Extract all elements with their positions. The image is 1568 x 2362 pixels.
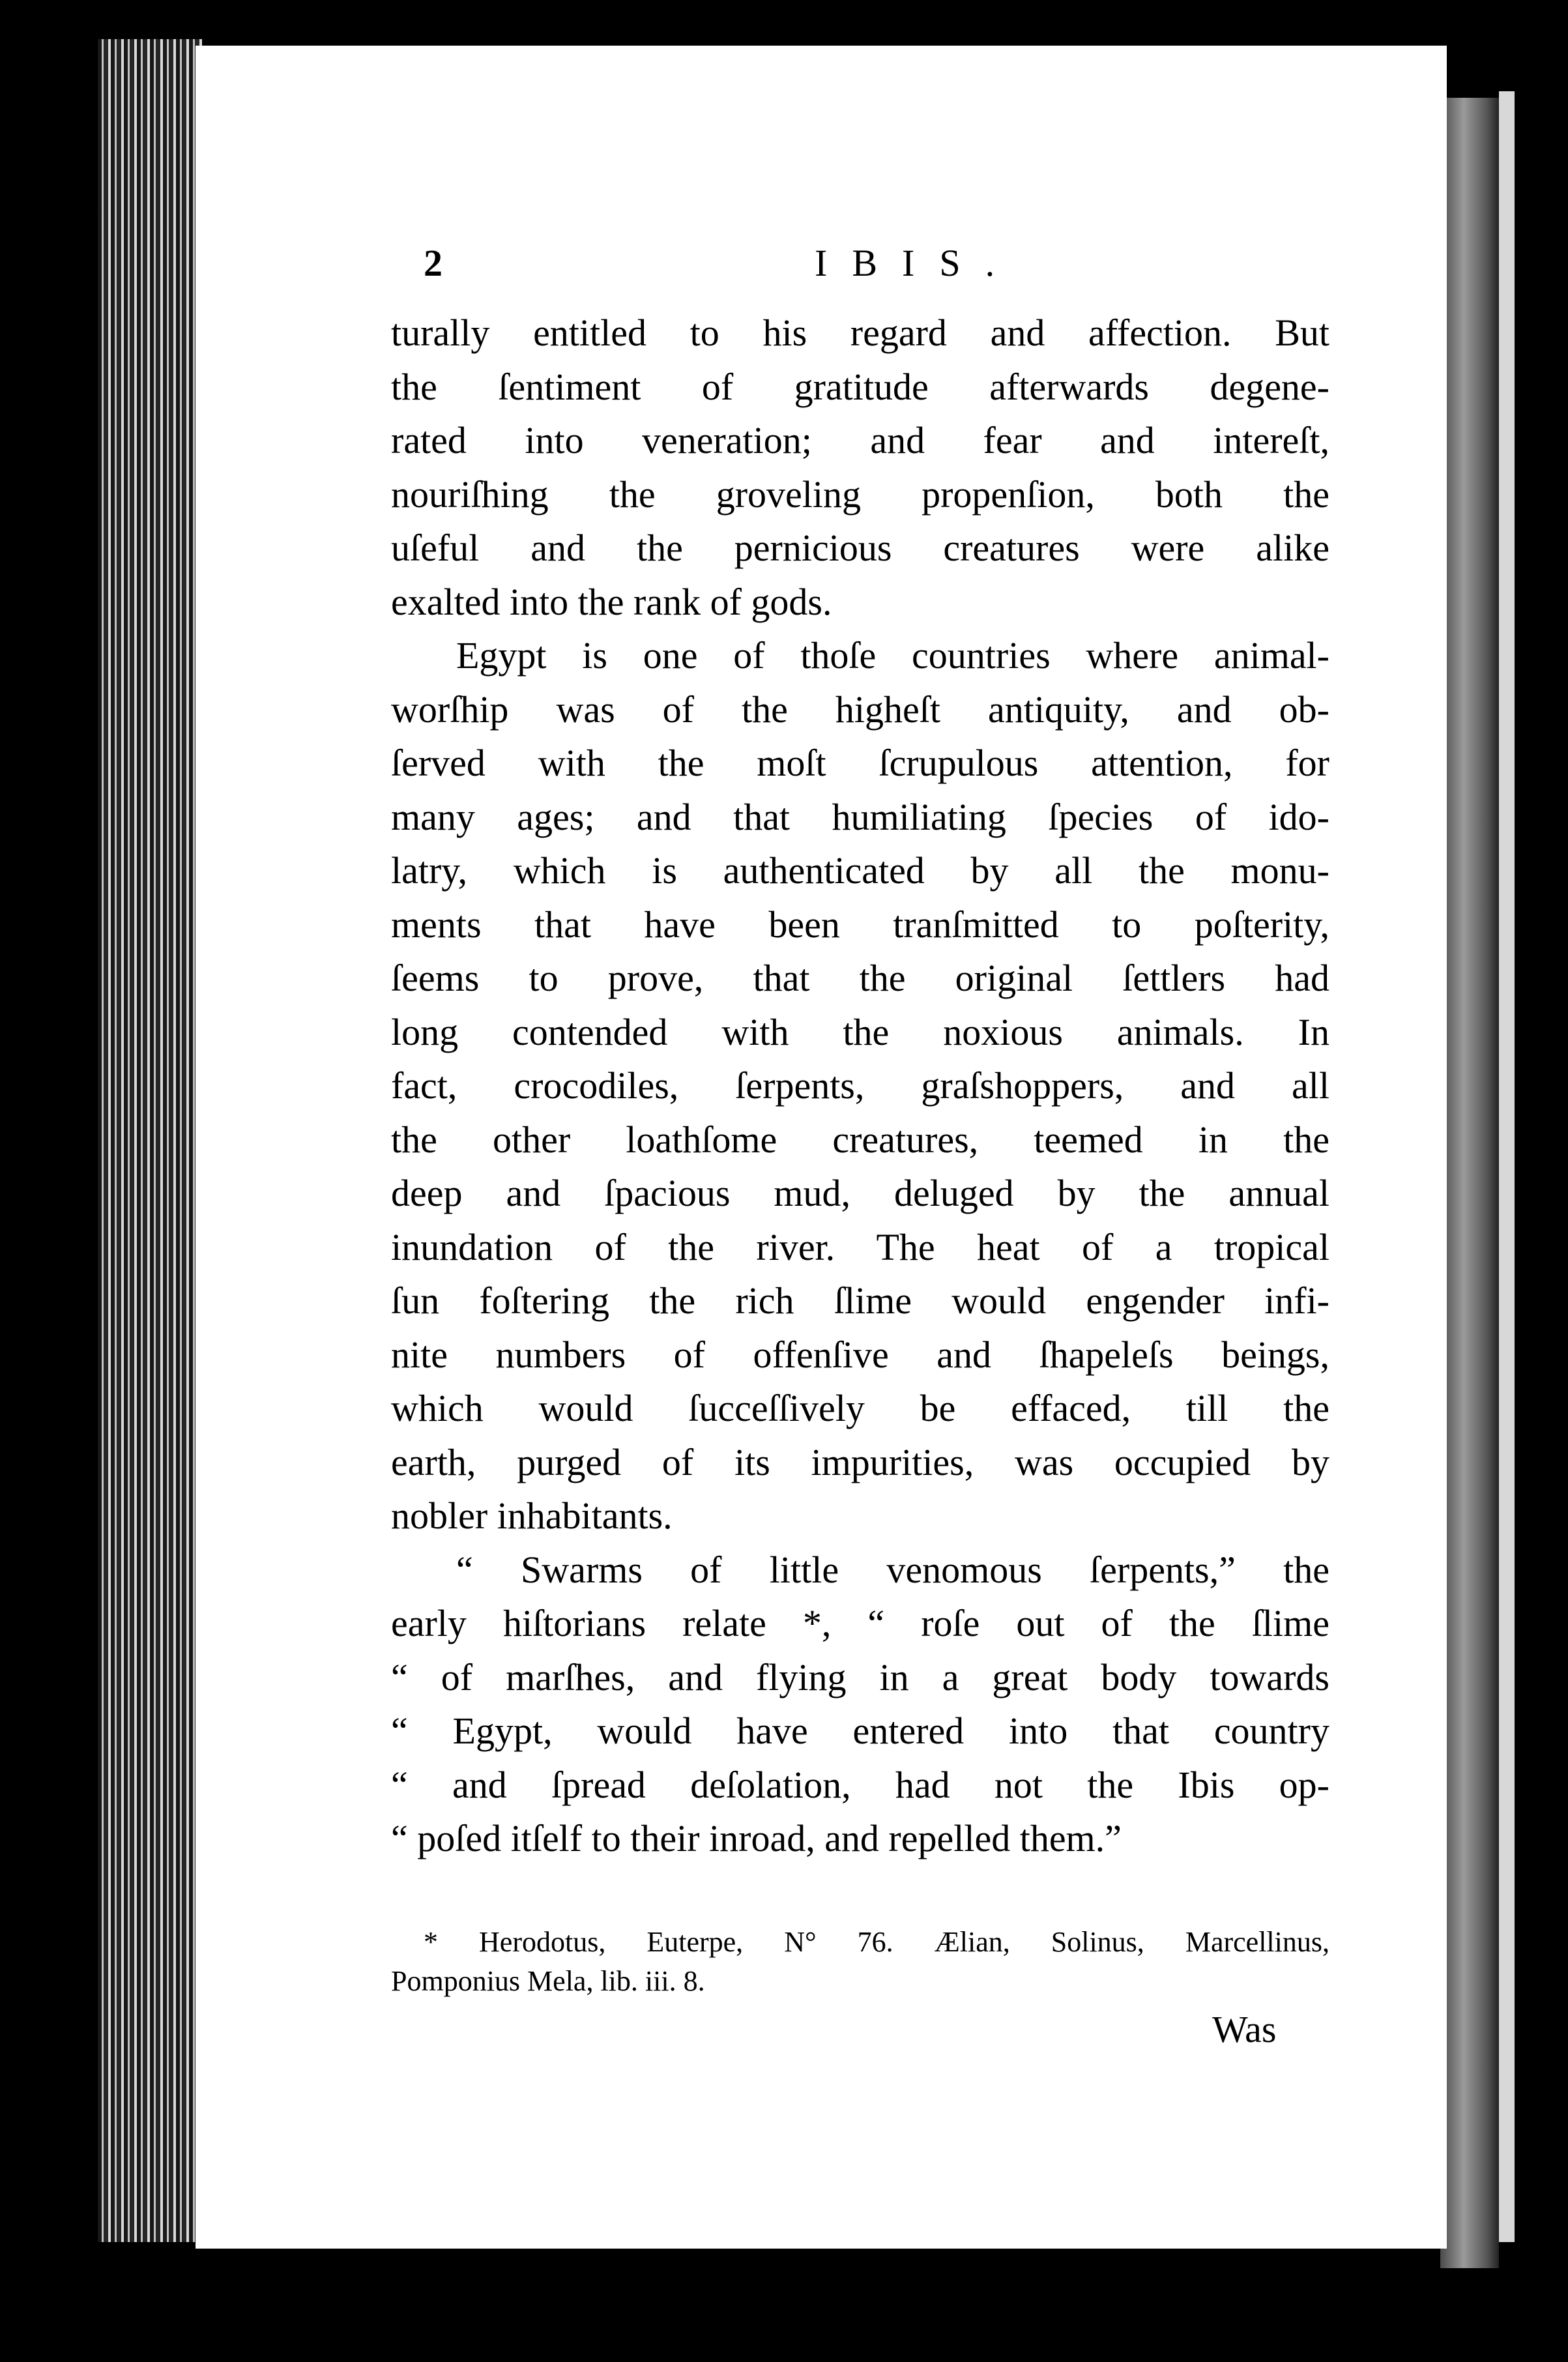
text-line: fact, crocodiles, ſerpents, graſshoppers, and all xyxy=(391,1064,1329,1107)
text-line: exalted into the rank of gods. xyxy=(391,580,832,623)
text-line: uſeful and the pernicious creatures were alike xyxy=(391,527,1329,569)
text-line: deep and ſpacious mud, deluged by the annual xyxy=(391,1172,1329,1214)
text-line: ſerved with the moſt ſcrupulous attention, for xyxy=(391,742,1329,784)
body-text xyxy=(391,306,1329,1866)
text-line: “ of marſhes, and flying in a great body towards xyxy=(391,1655,1329,1699)
text-line: many ages; and that humiliating ſpecies of ido- xyxy=(391,795,1329,838)
page-edge-right xyxy=(1499,91,1515,2242)
text-line: latry, which is authenticated by all the monu- xyxy=(391,849,1329,892)
footnote-line: * Herodotus, Euterpe, N° 76. Ælian, Solinus, Marcellinus, xyxy=(424,1926,1329,1958)
page-number: 2 xyxy=(424,242,443,284)
page-header xyxy=(228,241,1303,293)
text-line: the other loathſome creatures, teemed in the xyxy=(391,1118,1329,1161)
text-line: earth, purged of its impurities, was occupied by xyxy=(391,1440,1329,1483)
text-line: “ and ſpread deſolation, had not the Ibis op- xyxy=(391,1763,1329,1806)
text-line: worſhip was of the higheſt antiquity, and ob- xyxy=(391,688,1329,731)
footnote-line: Pomponius Mela, lib. iii. 8. xyxy=(391,1965,705,1997)
catchword: Was xyxy=(1212,2008,1277,2050)
text-line: long contended with the noxious animals. In xyxy=(391,1010,1329,1053)
text-line: the ſentiment of gratitude afterwards degene- xyxy=(391,365,1329,408)
text-line: “ poſed itſelf to their inroad, and repelled them.” xyxy=(391,1817,1122,1859)
text-line: early hiſtorians relate *, “ roſe out of the ſlime xyxy=(391,1602,1329,1644)
text-line: rated into veneration; and fear and intereſt, xyxy=(391,419,1329,461)
text-line: inundation of the river. The heat of a tropical xyxy=(391,1225,1329,1268)
text-line: ſun foſtering the rich ſlime would engender infi- xyxy=(391,1279,1329,1322)
running-title: IBIS. xyxy=(815,242,1020,284)
text-line: nobler inhabitants. xyxy=(391,1494,673,1537)
page-edges-left xyxy=(98,39,202,2242)
text-line: nite numbers of offenſive and ſhapeleſs beings, xyxy=(391,1333,1329,1376)
text-line: ments that have been tranſmitted to poſterity, xyxy=(391,903,1329,946)
footnote xyxy=(391,1923,1329,2001)
text-line: which would ſucceſſively be effaced, till the xyxy=(391,1387,1329,1429)
text-line: “ Egypt, would have entered into that country xyxy=(391,1710,1329,1752)
text-line: Egypt is one of thoſe countries where animal- xyxy=(456,634,1329,677)
text-line: turally entitled to his regard and affection. But xyxy=(391,312,1329,354)
page-edge-shadow-right xyxy=(1440,98,1499,2268)
text-line: nouriſhing the groveling propenſion, both the xyxy=(391,473,1329,516)
text-line: “ Swarms of little venomous ſerpents,” the xyxy=(456,1548,1329,1591)
text-line: ſeems to prove, that the original ſettlers had xyxy=(391,957,1329,999)
